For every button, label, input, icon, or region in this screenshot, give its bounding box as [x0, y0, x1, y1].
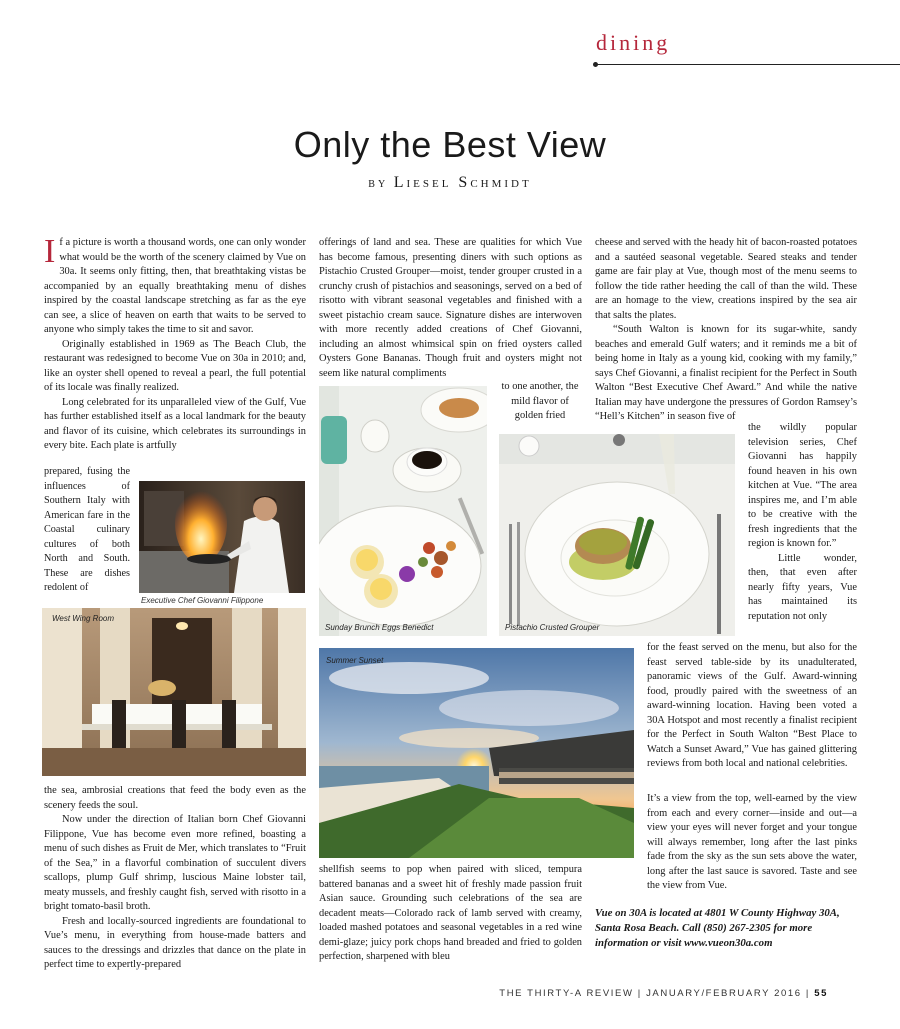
column-1-bottom [44, 784, 306, 973]
paragraph-wrap: prepared, fusing the influences of Southern Italy with American fare in the Coastal culinary cultures of both North and South. These are dishes redolent of [44, 466, 130, 593]
column-3-mid [647, 641, 857, 772]
column-1-narrow [44, 465, 130, 596]
column-2-bottom [319, 863, 582, 965]
grouper-photo-caption: Pistachio Crusted Grouper [505, 623, 600, 632]
footer-separator: | [637, 988, 647, 999]
paragraph-wrap: Little wonder, then, that even after nearly fifty years, Vue has maintained its reputation not only [748, 552, 857, 622]
byline-by: by [368, 176, 389, 191]
column-2-narrow [498, 380, 582, 424]
section-rule [596, 64, 900, 65]
paragraph-wrap: to one another, the mild flavor of golden fried [501, 381, 579, 421]
page-number: 55 [814, 988, 828, 999]
column-3-narrow [748, 421, 857, 624]
intro-text: f a picture is worth a thousand words, one can only wonder what would be the worth of the scenery claimed by Vue on 30a. It seems only fitting, then, that breathtaking vistas be accompanied by an equally breathtaking menu of dishes inspired by the coastal landscape stretching as far as the eye can see, a slice of heaven on earth that waits to be served to anyone who simply takes the time to sit and savor. [44, 237, 306, 335]
grouper-photo [499, 434, 735, 636]
byline [0, 174, 900, 192]
footer-separator: | [805, 988, 815, 999]
paragraph: Long celebrated for its unparalleled view of the Gulf, Vue has further established itself as a local landmark for the beauty and flavor of its cuisine, which celebrates its surroundings in every bite. Each plate is artfully [44, 396, 306, 451]
column-1-top [44, 233, 306, 454]
paragraph: Now under the direction of Italian born Chef Giovanni Filippone, Vue has become even more refined, boasting a menu of such dishes as Fruit de Mer, which translates to “Fruit of the Sea,” in a flavorful combination of succulent divers scallops, plump Gulf shrimp, luscious Maine lobster tail, meaty mussels, and freshly caught fish, served with risotto in a bright tomato-basil broth. [44, 814, 306, 912]
info-box [595, 906, 857, 951]
sunset-photo [319, 648, 634, 858]
section-rule-dot [593, 62, 598, 67]
paragraph: offerings of land and sea. These are qualities for which Vue has become famous, presenting diners with such options as Pistachio Crusted Grouper—moist, tender grouper crusted in a crunchy crush of pistachios and seasonings, served on a bed of risotto with vibrant seasonal vegetables and finished with a sweet pistachio cream sauce. Signature dishes are interwoven with more recently added creations of Chef Giovanni, including an almost whimsical spin on fried oysters called Oysters Gone Bananas. Though fruit and oysters might not seem like natural compliments [319, 237, 582, 379]
brunch-photo-caption: Sunday Brunch Eggs Benedict [325, 623, 434, 632]
paragraph: Originally established in 1969 as The Beach Club, the restaurant was redesigned to become Vue on 30a in 2010; and, like an oyster shell opened to reveal a pearl, the full potential of its locale was finally realized. [44, 338, 306, 393]
info-text: Vue on 30A is located at 4801 W County Highway 30A, Santa Rosa Beach. Call (850) 267-2305 for more information or visit www.vueon30a.com [595, 907, 840, 949]
column-3-top [595, 236, 857, 425]
paragraph-wrap: the wildly popular television series, Chef Giovanni has happily found heaven in his own kitchen at Vue. “The area inspires me, and I’m able to be creative with the fresh ingredients that the region is known for.” [748, 422, 857, 549]
paragraph-closing: It’s a view from the top, well-earned by the view from each and every corner—inside and out—a view your eyes will never forget and your tongue will always remember, long after the last pinks fade from the sky as the sun sets above the water, long after the last sauce is savored. Taste and see the view from Vue. [647, 793, 857, 891]
chef-photo [139, 481, 305, 593]
paragraph-cont: for the feast served on the menu, but also for the feast served table-side by its unadulterated, panoramic views of the Gulf. Award-winning food, proudly paired with the sweetness of an award-winning location. Having been voted a 30A Hotspot and most recently a finalist recipient for the Perfect in South Walton “Best Place to Watch a Sunset Award,” Vue has gained glittering reviews from both local and national celebrities. [647, 642, 857, 769]
sunset-photo-caption: Summer Sunset [326, 656, 384, 665]
west-wing-caption: West Wing Room [52, 614, 115, 623]
paragraph: Fresh and locally-sourced ingredients are foundational to Vue’s menu, in everything from house-made batters and sauces to the dressings and drizzles that dance on the plate in perfect time to expertly-prepared [44, 915, 306, 970]
column-2-top [319, 236, 582, 381]
byline-author: Liesel Schmidt [393, 174, 532, 191]
paragraph-intro [44, 233, 306, 338]
article-title: Only the Best View [293, 124, 607, 165]
chef-photo-caption: Executive Chef Giovanni Filippone [141, 596, 264, 605]
paragraph: “South Walton is known for its sugar-white, sandy beaches and emerald Gulf waters; and it reminds me a bit of being home in Italy as a young kid, cooking with my family,” says Chef Giovanni, a finalist recipient for the Perfect in South Walton “Best Executive Chef Award.” And while the native Italian may have undergone the pressures of Gordon Ramsey’s “Hell’s Kitchen” in season five of [595, 324, 857, 422]
paragraph-cont: the sea, ambrosial creations that feed the body even as the scenery feeds the soul. [44, 785, 306, 811]
section-label: dining [596, 30, 671, 55]
page-footer [499, 988, 828, 999]
drop-cap: I [44, 233, 56, 270]
column-3-closing [595, 792, 857, 894]
west-wing-photo [42, 608, 306, 776]
paragraph-cont: shellfish seems to pop when paired with sliced, tempura battered bananas and a sweet hit of freshly made passion fruit Asian sauce. Grounding such celebrations of the sea are decadent meats—Colorado rack of lamb served with creamy, loaded mashed potatoes and seasonal vegetables in a red wine demi-glaze; juicy pork chops hand breaded and fried to golden perfection, sharpened with bleu [319, 864, 582, 962]
brunch-photo [319, 386, 487, 636]
footer-issue: JANUARY/FEBRUARY 2016 [646, 988, 802, 999]
footer-magazine: THE THIRTY-A REVIEW [499, 988, 634, 999]
paragraph: cheese and served with the heady hit of bacon-roasted potatoes and a sautéed seasonal vegetable. Seared steaks and tender game are fair play at Vue, though most of the menu seems to follow the tide rather heeding the call of than the wild. These are an homage to the view, creations inspired by the sea air that salts the plates. [595, 237, 857, 321]
